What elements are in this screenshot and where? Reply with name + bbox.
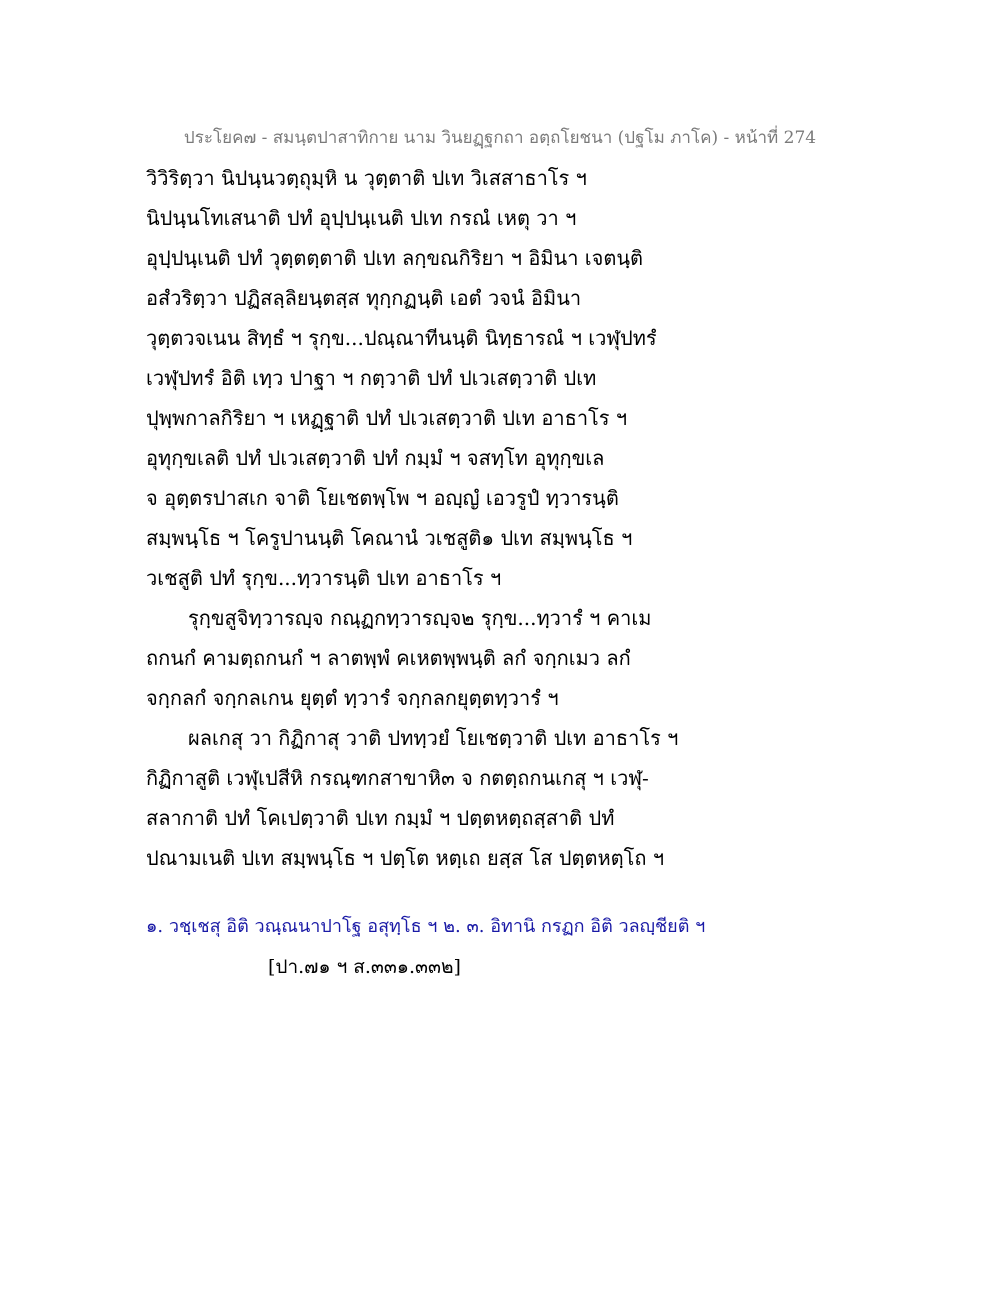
text-line: จ อุตฺตรปาสเก จาติ โยเชตพฺโพ ฯ อญฺญํ เอวรูปํ ทฺวารนฺติ bbox=[146, 486, 619, 510]
body-text bbox=[146, 158, 866, 878]
text-line: ปุพฺพกาลกิริยา ฯ เหฏฺฐาติ ปทํ ปเวเสตฺวาติ ปเท อาธาโร ฯ bbox=[146, 406, 628, 430]
page-header: ประโยค๗ - สมนฺตปาสาทิกาย นาม วินยฏฺฐกถา อตฺถโยชนา (ปฐโม ภาโค) - หน้าที่ 274 bbox=[183, 128, 817, 148]
text-line: จกฺกลกํ จกฺกลเกน ยุตฺตํ ทฺวารํ จกฺกลกยุตฺตทฺวารํ ฯ bbox=[146, 686, 559, 710]
text-line: อุปฺปนฺเนติ ปทํ วุตฺตตฺตาติ ปเท ลกฺขณกิริยา ฯ อิมินา เจตนฺติ bbox=[146, 246, 643, 270]
text-line: เวฬุปทรํ อิติ เทฺว ปาฐา ฯ กตฺวาติ ปทํ ปเวเสตฺวาติ ปเท bbox=[146, 366, 597, 390]
footnote-line: ๑. วชฺเชสุ อิติ วณฺณนาปาโฐ อสุทฺโธ ฯ ๒. ๓. อิทานิ กรฏก อิติ วลญฺชียติ ฯ bbox=[146, 916, 706, 937]
text-line: วิวิริตฺวา นิปนฺนวตฺถุมฺหิ น วุตฺตาติ ปเท วิเสสาธาโร ฯ bbox=[146, 166, 587, 190]
text-line: สมฺพนฺโธ ฯ โครูปานนฺติ โคณานํ วเชสูติ๑ ปเท สมฺพนฺโธ ฯ bbox=[146, 526, 633, 550]
text-line: กิฏิกาสูติ เวฬุเปสีหิ กรณฺฑกสาขาหิ๓ จ กตตฺถกนเกสุ ฯ เวฬุ- bbox=[146, 766, 649, 790]
text-line: วเชสูติ ปทํ รุกฺข...ทฺวารนฺติ ปเท อาธาโร ฯ bbox=[146, 566, 502, 590]
text-line: นิปนฺนโทเสนาติ ปทํ อุปฺปนฺเนติ ปเท กรณํ เหตุ วา ฯ bbox=[146, 206, 577, 230]
text-line-indented: รุกฺขสูจิทฺวารญฺจ กณฺฏกทฺวารญฺจ๒ รุกฺข...ทฺวารํ ฯ คาเม bbox=[188, 606, 652, 630]
text-line: ถกนกํ คามตฺถกนกํ ฯ ลาตพฺพํ คเหตพฺพนฺติ ลกํ จกฺกเมว ลกํ bbox=[146, 646, 631, 670]
page-reference: [ปา.๗๑ ฯ ส.๓๓๑.๓๓๒] bbox=[268, 956, 461, 978]
text-line-indented: ผลเกสุ วา กิฏิกาสุ วาติ ปททฺวยํ โยเชตฺวาติ ปเท อาธาโร ฯ bbox=[188, 726, 679, 750]
text-line: ปณามเนติ ปเท สมฺพนฺโธ ฯ ปตฺโต หตฺเถ ยสฺส โส ปตฺตหตฺโถ ฯ bbox=[146, 846, 665, 870]
text-line: สลากาติ ปทํ โคเปตฺวาติ ปเท กมฺมํ ฯ ปตฺตหตฺถสฺสาติ ปทํ bbox=[146, 806, 615, 830]
footnotes bbox=[146, 908, 866, 946]
text-line: อุทุกฺขเลติ ปทํ ปเวเสตฺวาติ ปทํ กมฺมํ ฯ จสทฺโท อุทุกฺขเล bbox=[146, 446, 605, 470]
text-line: วุตฺตวจเนน สิทฺธํ ฯ รุกฺข...ปณฺณาทีนนฺติ นิทฺธารณํ ฯ เวฬุปทรํ bbox=[146, 326, 657, 350]
text-line: อสํวริตฺวา ปฏิสลฺลิยนฺตสฺส ทุกฺกฏนฺติ เอตํ วจนํ อิมินา bbox=[146, 286, 582, 310]
